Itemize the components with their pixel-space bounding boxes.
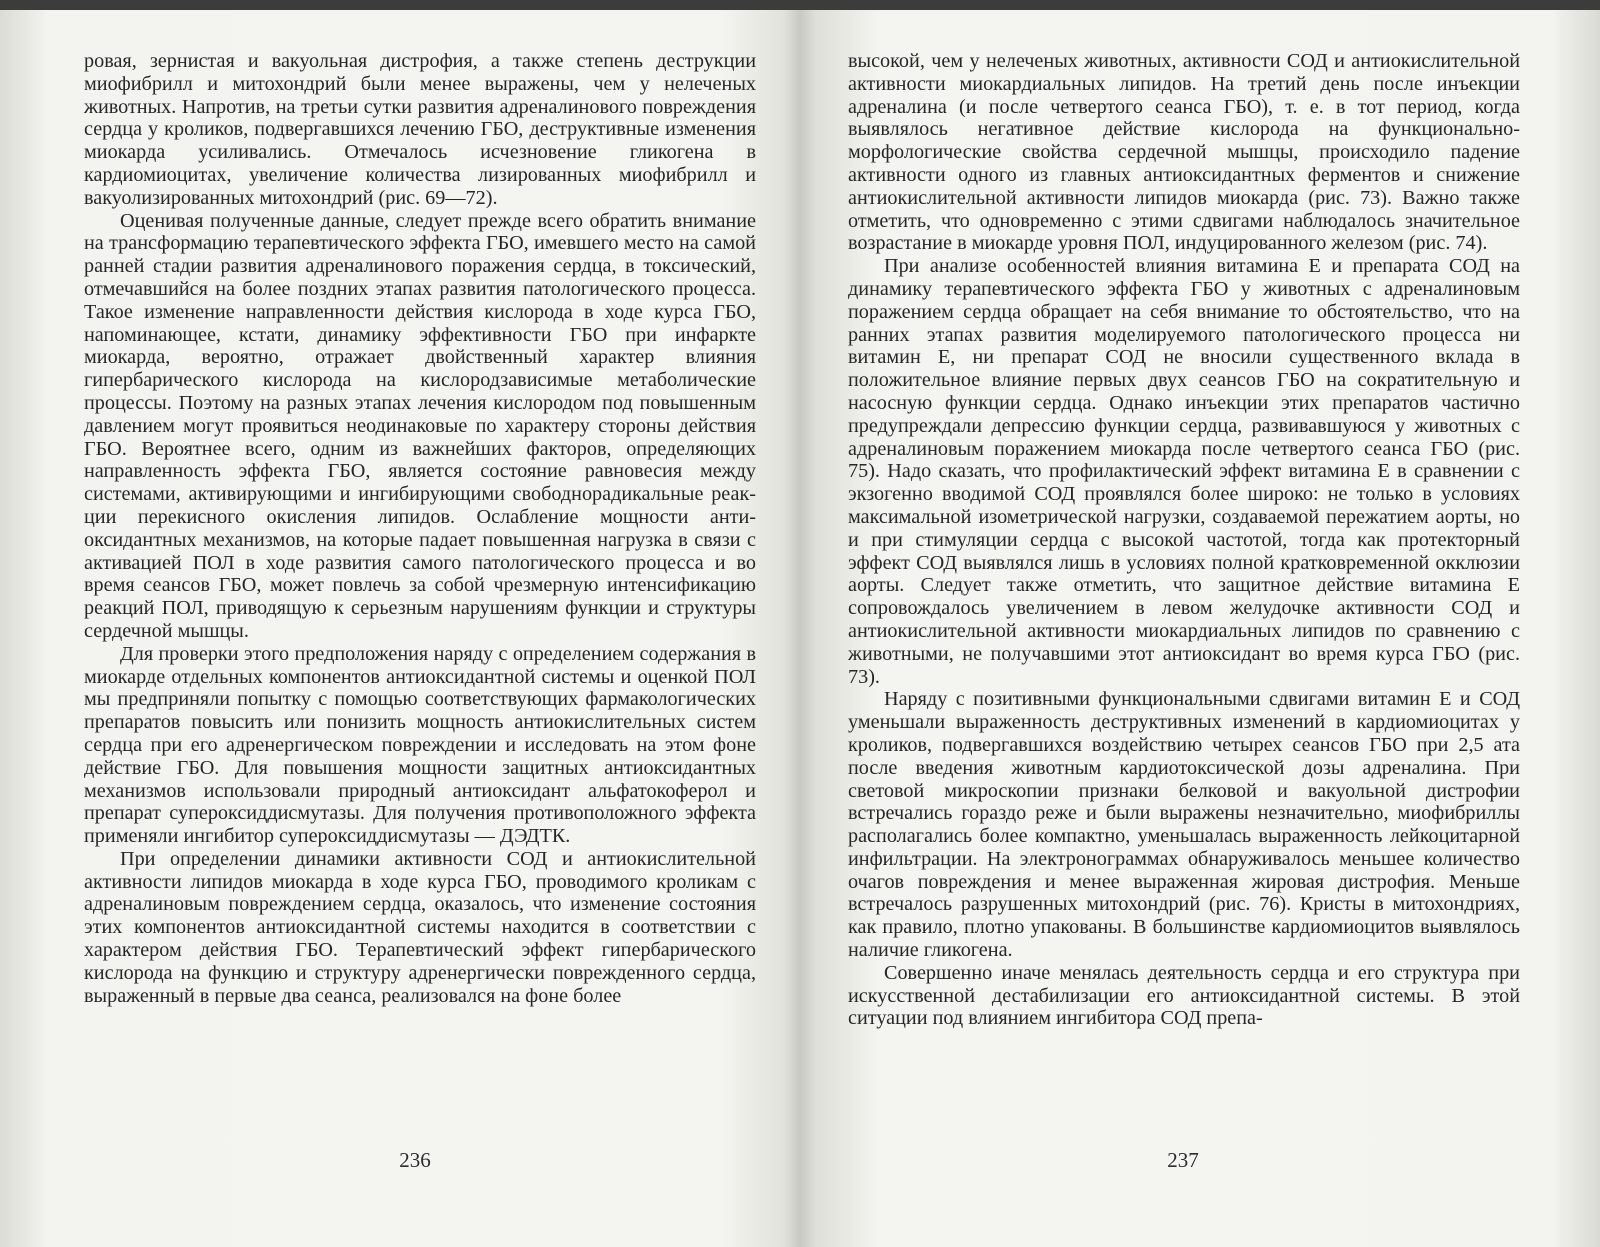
- left-paragraph-4: При определении динамики активности СОД и антиокислительной активности липидов миокарда в ходе курса ГБО, проводимого кроликам с адреналиновым повреждением сердца, оказалось, что изменение состояния этих компонентов антиоксидантной системы находится в соответствии с характером действия ГБО. Терапевтический эффект гипербарического кислорода на функцию и структуру адренергически поврежденного сердца, выраженный в первые два сеанса, реализовался на фоне более: [84, 847, 756, 1007]
- left-page-number: 236: [399, 1148, 431, 1172]
- left-paragraph-1: ровая, зернистая и вакуольная дистрофия, а также степень деструкции миофибрилл и митохондрий были менее выражены, чем у нелеченых животных. Напротив, на третьи сутки развития адреналинового повреждения сердца у кроликов, подвергавшихся лечению ГБО, деструктивные изменения миокарда усиливались. Отмечалось исчезновение гликогена в кардиомиоцитах, увеличение количества лизированных миофибрилл и вакуолизированных митохондрий (рис. 69—72).: [84, 50, 756, 209]
- scan-top-edge: [0, 0, 1600, 10]
- right-paragraph-1: высокой, чем у нелеченых животных, активности СОД и антиокислительной активности миокардиальных липидов. На третий день после инъекции адреналина (и после четвертого сеанса ГБО), т. е. в тот период, когда выявлялось негативное действие кислорода на функционально-морфологические свойства сердечной мышцы, происходило падение активности одного из главных антиоксидантных ферментов и снижение антиокислительной активности липидов миокарда (рис. 73). Важно также отметить, что одновременно с этими сдвигами наблюдалось значительное возрастание в миокарде уровня ПОЛ, индуцированного железом (рис. 74).: [848, 50, 1520, 255]
- left-paragraph-2: Оценивая полученные данные, следует прежде всего обратить внимание на трансформацию терапевтического эффекта ГБО, имевшего место на самой ранней стадии развития адреналинового поражения сердца, в токсический, отмечавшийся на более поздних этапах развития патологического процесса. Такое изменение направленности действия кислорода в ходе курса ГБО, напоминающее, кстати, динамику эффективности ГБО при инфаркте миокарда, вероятно, отражает двойственный характер влияния гипербарического кислорода на кислородзависимые метаболические процессы. Поэтому на разных этапах лечения кислородом под повышенным давлением могут проявиться неодинаковые по характеру стороны действия ГБО. Вероятнее всего, одним из важнейших факторов, определяющих направленность эффекта ГБО, является состояние равновесия между системами, активирующими и ингибирующими свободнорадикальные реакции перекисного окисления липидов. Ослабление мощности антиоксидантных механизмов, на которые падает повышенная нагрузка в связи с активацией ПОЛ в ходе развития самого патологического процесса и во время сеансов ГБО, может повлечь за собой чрезмерную интенсификацию реакций ПОЛ, приводящую к серьезным нарушениям функции и структуры сердечной мышцы.: [84, 209, 756, 642]
- left-paragraph-3: Для проверки этого предположения наряду с определением содержания в миокарде отдельных компонентов антиоксидантной системы и оценкой ПОЛ мы предприняли попытку с помощью соответствующих фармакологических препаратов повысить или понизить мощность антиокислительных систем сердца при его адренергическом повреждении и исследовать на этом фоне действие ГБО. Для повышения мощности защитных антиоксидантных механизмов использовали природный антиоксидант альфатокоферол и препарат супероксиддисмутазы. Для получения противоположного эффекта применяли ингибитор супероксиддисмутазы — ДЭДТК.: [84, 642, 756, 848]
- right-page: [848, 50, 1520, 1180]
- right-paragraph-4: Совершенно иначе менялась деятельность сердца и его структура при искусственной дестабилизации его антиоксидантной системы. В этой ситуации под влиянием ингибитора СОД препа-: [848, 961, 1520, 1030]
- right-paragraph-3: Наряду с позитивными функциональными сдвигами витамин Е и СОД уменьшали выраженность деструктивных изменений в кардиомиоцитах у кроликов, подвергавшихся воздействию четырех сеансов ГБО при 2,5 ата после введения животным кардиотоксической дозы адреналина. При световой микроскопии признаки белковой и вакуольной дистрофии встречались гораздо реже и были выражены незначительно, миофибриллы располагались более компактно, уменьшалась выраженность лейкоцитарной инфильтрации. На электронограммах обнаруживалось меньшее количество очагов повреждения и менее выраженная жировая дистрофия. Меньше встречалось разрушенных митохондрий (рис. 76). Кристы в митохондриях, как правило, плотно упакованы. В большинстве кардиомиоцитов выявлялось наличие гликогена.: [848, 688, 1520, 962]
- left-page: [84, 50, 756, 1180]
- right-page-number: 237: [1167, 1148, 1199, 1172]
- right-paragraph-2: При анализе особенностей влияния витамина Е и препарата СОД на динамику терапевтического эффекта ГБО у животных с адреналиновым поражением сердца обращает на себя внимание то обстоятельство, что на ранних этапах развития моделируемого патологического процесса ни витамин Е, ни препарат СОД не вносили существенного вклада в положительное влияние первых двух сеансов ГБО на сократительную и насосную функции сердца. Однако инъекции этих препаратов частично предупреждали депрессию функции сердца, развивавшуюся у животных с адреналиновым поражением миокарда после четвертого сеанса ГБО (рис. 75). Надо сказать, что профилактический эффект витамина Е в сравнении с экзогенно вводимой СОД проявлялся более широко: не только в условиях максимальной изометрической нагрузки, создаваемой пережатием аорты, но и при стимуляции сердца с высокой частотой, тогда как протекторный эффект СОД выявлялся лишь в условиях полной кратковременной окклюзии аорты. Следует также отметить, что защитное действие витамина Е сопровождалось увеличением в левом желудочке активности СОД и антиокислительной активности миокардиальных липидов по сравнению с животными, не получавшими этот антиоксидант во время курса ГБО (рис. 73).: [848, 255, 1520, 688]
